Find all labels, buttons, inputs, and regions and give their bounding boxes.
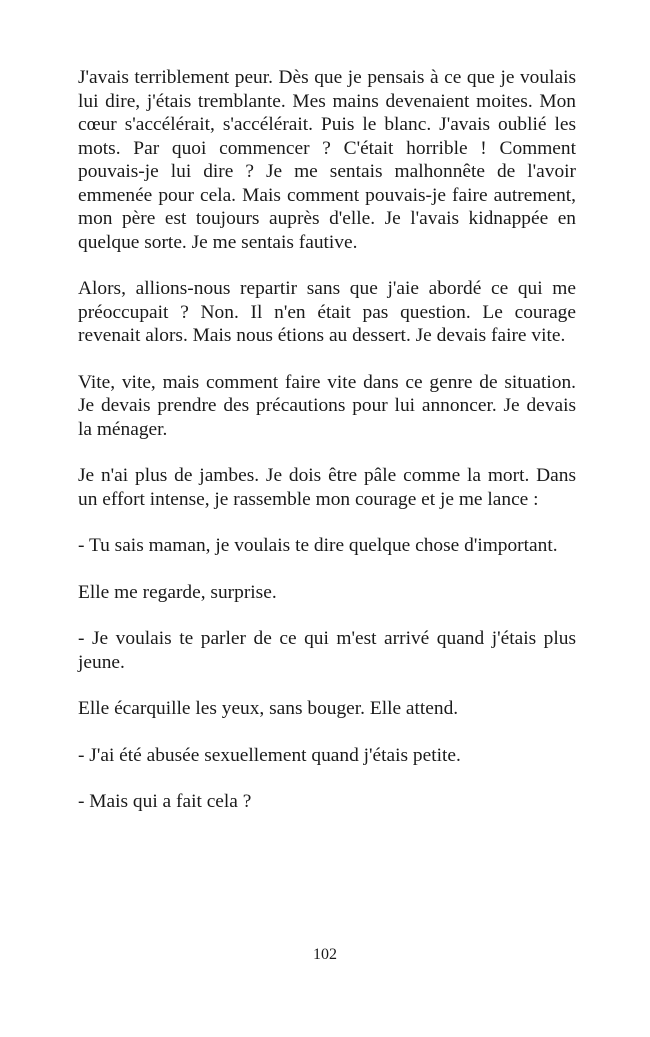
page-number: 102: [313, 946, 337, 963]
dialogue-line: - Mais qui a fait cela ?: [78, 791, 252, 812]
dialogue-line: - Je voulais te parler de ce qui m'est arrivé quand j'étais plus jeune.: [78, 628, 576, 673]
paragraph: Elle écarquille les yeux, sans bouger. Elle attend.: [78, 698, 459, 719]
paragraph: Je n'ai plus de jambes. Je dois être pâle comme la mort. Dans un effort intense, je rassemble mon courage et je me lance :: [78, 465, 576, 510]
page-body: [78, 66, 576, 837]
dialogue-line: - J'ai été abusée sexuellement quand j'étais petite.: [78, 744, 461, 766]
dialogue-line: - Tu sais maman, je voulais te dire quelque chose d'important.: [78, 535, 558, 556]
paragraph: Elle me regarde, surprise.: [78, 581, 277, 603]
paragraph: Vite, vite, mais comment faire vite dans ce genre de situation. Je devais prendre des précautions pour lui annoncer. Je devais la ménager.: [78, 371, 576, 440]
paragraph: J'avais terriblement peur. Dès que je pensais à ce que je voulais lui dire, j'étais tremblante. Mes mains devenaient moites. Mon cœur s'accélérait, s'accélérait. Puis le blanc. J'avais oublié les mots. Par quoi commencer ? C'était horrible ! Comment pouvais-je lui dire ? Je me sentais malhonnête de l'avoir emmenée pour cela. Mais comment pouvais-je faire autrement, mon père est toujours auprès d'elle. Je l'avais kidnappée en quelque sorte. Je me sentais fautive.: [78, 67, 576, 253]
paragraph: Alors, allions-nous repartir sans que j'aie abordé ce qui me préoccupait ? Non. Il n'en était pas question. Le courage revenait alors. Mais nous étions au dessert. Je devais faire vite.: [78, 278, 576, 346]
